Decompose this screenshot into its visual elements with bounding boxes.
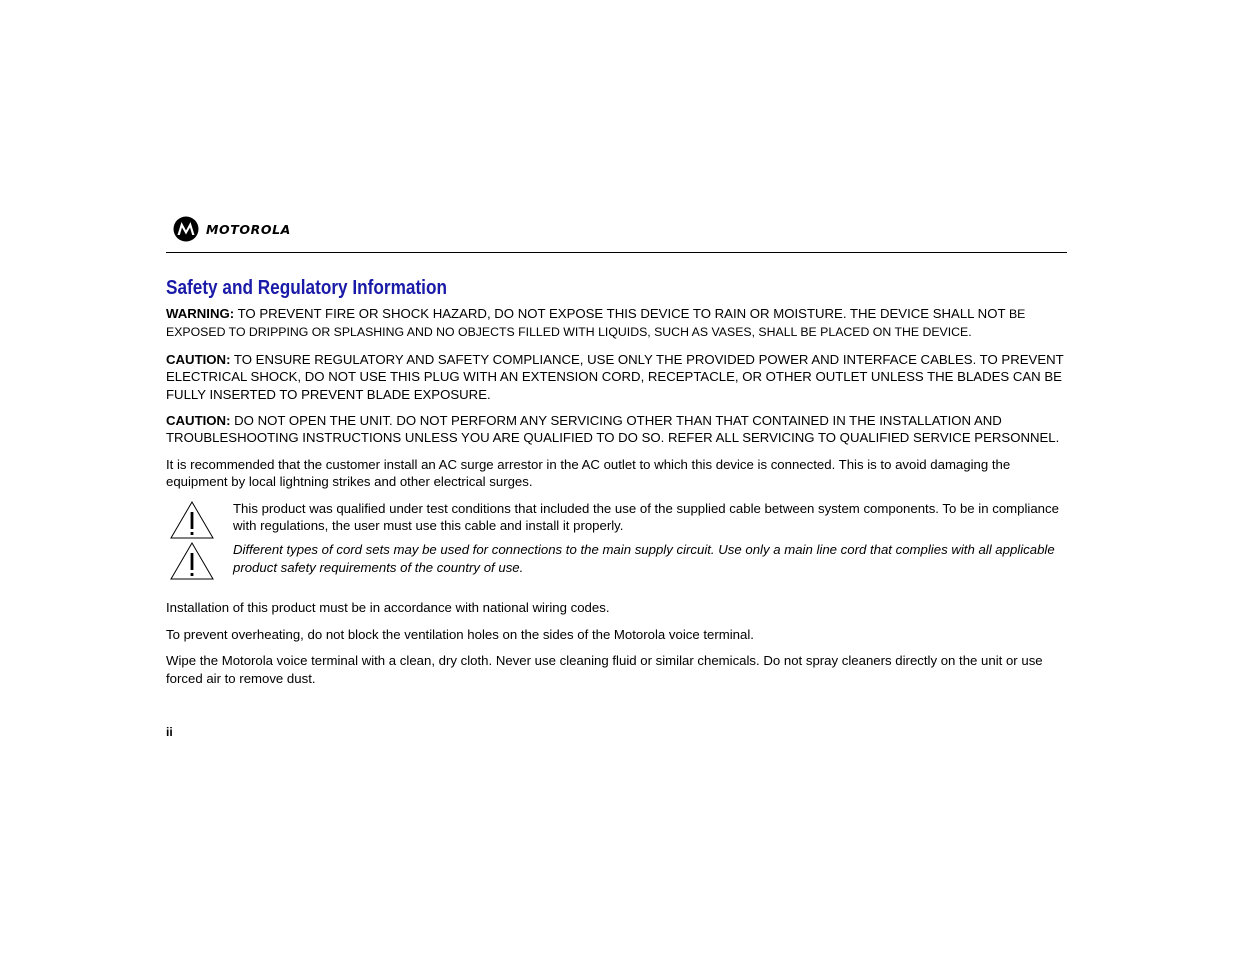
caution-text-2: DO NOT OPEN THE UNIT. DO NOT PERFORM ANY SERVICING OTHER THAN THAT CONTAINED IN THE INSTALLATION AND TROUBLESHOOTING INSTRUCTIONS UNLESS YOU ARE QUALIFIED TO DO SO. REFER ALL SERVICING TO QUALIFIED SERVICE PERSONNEL. (166, 413, 1060, 446)
caution-label-1: CAUTION: (166, 351, 231, 367)
caution-label-2: CAUTION: (166, 413, 231, 429)
wiring-paragraph: Installation of this product must be in accordance with national wiring codes. (166, 600, 610, 616)
caution-text-1: TO ENSURE REGULATORY AND SAFETY COMPLIANCE, USE ONLY THE PROVIDED POWER AND INTERFACE CABLES. TO PREVENT ELECTRICAL SHOCK, DO NOT USE THIS PLUG WITH AN EXTENSION CORD, RECEPTACLE, OR OTHER OUTLET UNLESS THE BLADES CAN BE FULLY INSERTED TO PREVENT BLADE EXPOSURE. (166, 351, 1064, 402)
ventilation-paragraph: To prevent overheating, do not block the ventilation holes on the sides of the Motorola voice terminal. (166, 626, 754, 642)
notice-cable (166, 500, 1068, 542)
warning-text-2: BE EXPOSED TO DRIPPING OR SPLASHING AND NO OBJECTS FILLED WITH LIQUIDS, SUCH AS VASES, SHALL BE PLACED ON THE DEVICE. (166, 307, 1026, 340)
brand-name: MOTOROLA (206, 221, 291, 237)
notice-cable-text: This product was qualified under test conditions that included the use of the supplied cable between system components. To be in compliance with regulations, the user must use this cable and install it properly. (233, 500, 1059, 534)
warning-paragraph (166, 305, 1068, 342)
notice-cord-sets-text: Different types of cord sets may be used for connections to the main supply circuit. Use only a main line cord that complies with all applicable product safety requirements of the country of use. (233, 542, 1055, 575)
warning-label: WARNING: (166, 306, 235, 321)
notice-cord-sets (166, 541, 1068, 583)
caution-paragraph-1 (166, 351, 1068, 403)
motorola-logo (173, 215, 291, 243)
page-title: Safety and Regulatory Information (166, 277, 447, 299)
warning-triangle-icon (169, 541, 215, 581)
surge-paragraph: It is recommended that the customer install an AC surge arrestor in the AC outlet to which this device is connected. This is to avoid damaging the equipment by local lightning strikes and other electrical surges. (166, 456, 1011, 490)
cleaning-paragraph: Wipe the Motorola voice terminal with a clean, dry cloth. Never use cleaning fluid or similar chemicals. Do not spray cleaners directly on the unit or use forced air to remove dust. (166, 653, 1043, 686)
warning-triangle-icon (169, 500, 215, 540)
warning-text-1: TO PREVENT FIRE OR SHOCK HAZARD, DO NOT EXPOSE THIS DEVICE TO RAIN OR MOISTURE. THE DEVICE SHALL NOT (237, 306, 1006, 321)
spacer (166, 583, 1068, 599)
header-divider (166, 252, 1067, 253)
caution-paragraph-2 (166, 412, 1068, 447)
document-body (166, 275, 1068, 696)
motorola-batwing-icon (173, 216, 199, 242)
page-number: ii (166, 725, 173, 739)
